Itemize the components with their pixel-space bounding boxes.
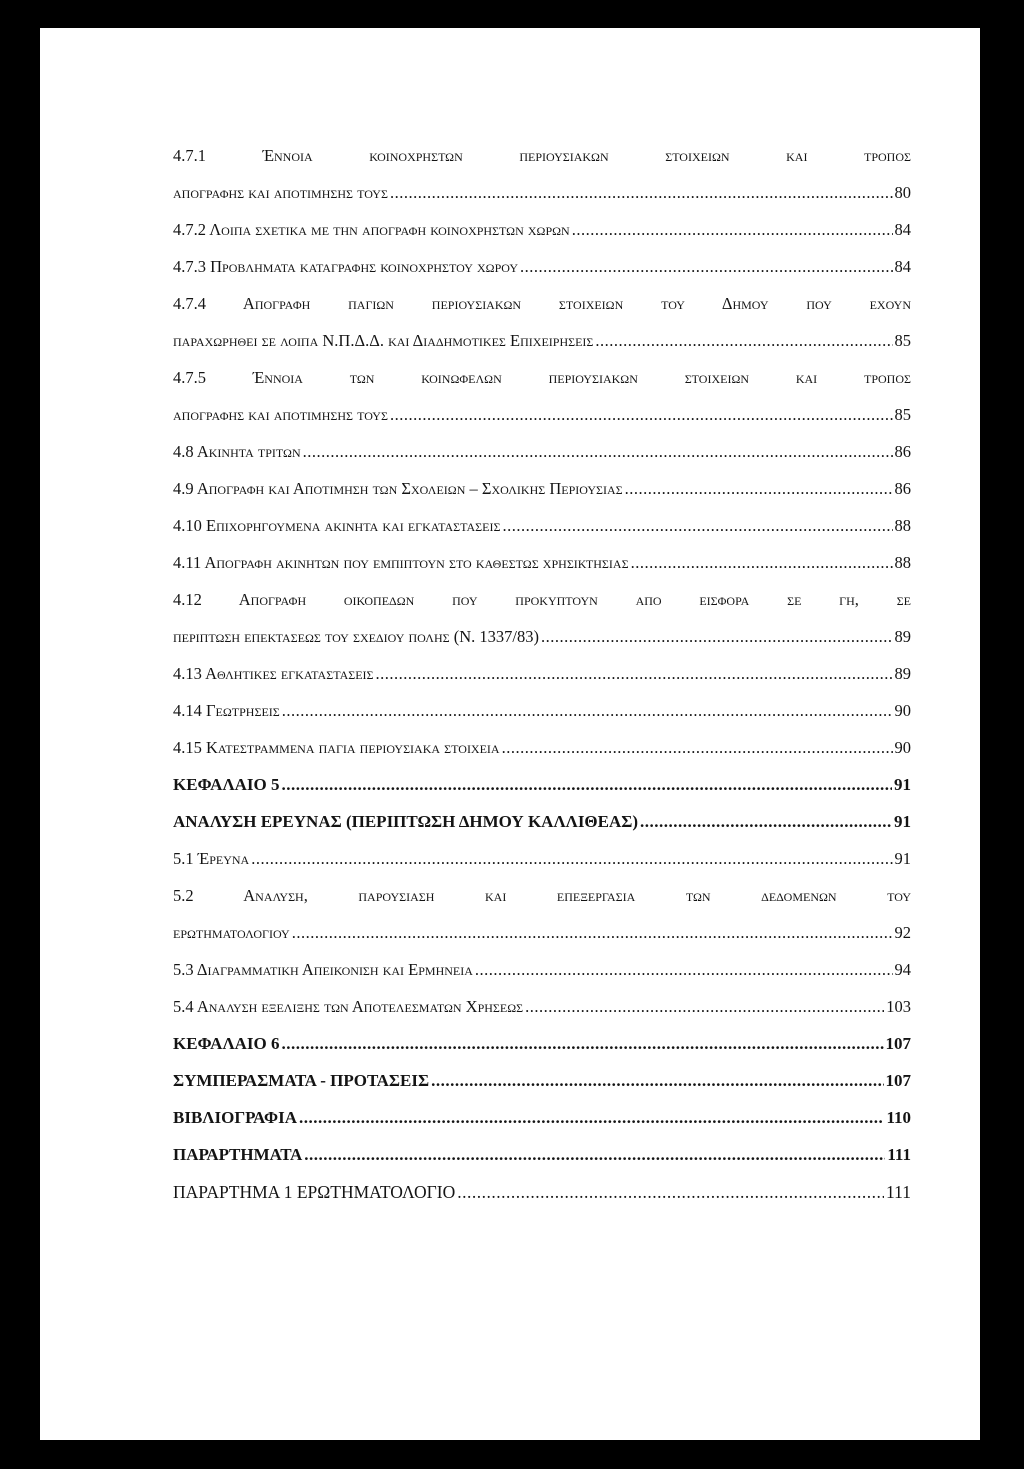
toc-entry-title: 4.10 Επιχορηγουμενα ακινητα και εγκαταστασεις xyxy=(173,516,501,535)
toc-entry-title: περιπτωση επεκτασεως του σχεδιου πολης (Ν. 1337/83) xyxy=(173,627,539,646)
toc-entry-title: ΣΥΜΠΕΡΑΣΜΑΤΑ - ΠΡΟΤΑΣΕΙΣ xyxy=(173,1071,430,1090)
toc-entry-title: ΑΝΑΛΥΣΗ ΕΡΕΥΝΑΣ (ΠΕΡΙΠΤΩΣΗ ΔΗΜΟΥ ΚΑΛΛΙΘΕΑΣ) xyxy=(173,812,639,831)
toc-entry xyxy=(173,1034,911,1071)
toc-entry-page-number: 86 xyxy=(894,479,911,498)
toc-entry xyxy=(173,701,911,738)
dot-leader xyxy=(457,1182,884,1203)
toc-entry xyxy=(173,516,911,553)
toc-entry xyxy=(173,738,911,775)
toc-entry-page-number: 88 xyxy=(894,516,911,535)
document-page xyxy=(40,28,980,1440)
toc-entry-title: 4.8 Ακινητα τριτων xyxy=(173,442,301,461)
toc-entry-title: ΚΕΦΑΛΑΙΟ 5 xyxy=(173,775,280,794)
toc-entry-page-number: 103 xyxy=(886,997,911,1016)
dot-leader xyxy=(304,1145,885,1165)
dot-leader xyxy=(640,812,892,832)
toc-entry-title: 4.11 Απογραφη ακινητων που εμπιπτουν στο καθεστως χρησικτησιας xyxy=(173,553,629,572)
toc-entry xyxy=(173,405,911,442)
dot-leader xyxy=(282,775,892,795)
dot-leader xyxy=(525,997,884,1017)
dot-leader xyxy=(502,516,892,536)
toc-entry xyxy=(173,368,911,405)
toc-entry-title: 4.9 Απογραφη και Αποτιμηση των Σχολειων – Σχολικης Περιουσιας xyxy=(173,479,623,498)
toc-entry-page-number: 89 xyxy=(894,664,911,683)
toc-entry-page-number: 88 xyxy=(894,553,911,572)
toc-entry-title: ερωτηματολογιου xyxy=(173,923,290,942)
toc-entry-page-number: 110 xyxy=(886,1108,911,1127)
toc-entry xyxy=(173,553,911,590)
toc-entry-title: 4.7.3 Προβληματα καταγραφης κοινοχρηστου χωρου xyxy=(173,257,519,276)
toc-entry-title: 5.3 Διαγραμματικη Απεικονιση και Ερμηνεια xyxy=(173,960,473,979)
toc-entry-title: 5.2 Αναλυση, παρουσιαση και επεξεργασια των δεδομενων του xyxy=(173,886,911,905)
toc-entry xyxy=(173,812,911,849)
dot-leader xyxy=(390,405,893,425)
toc-entry xyxy=(173,664,911,701)
dot-leader xyxy=(376,664,893,684)
toc-entry-title: 5.4 Αναλυση εξελιξης των Αποτελεσματων Χρησεως xyxy=(173,997,524,1016)
toc-entry-page-number: 90 xyxy=(894,701,911,720)
toc-entry-page-number: 107 xyxy=(885,1071,911,1090)
toc-entry-title: παραχωρηθει σε λοιπα Ν.Π.Δ.Δ. και Διαδημοτικες Επιχειρησεις xyxy=(173,331,594,350)
dot-leader xyxy=(631,553,893,573)
toc-entry-page-number: 84 xyxy=(894,220,911,239)
dot-leader xyxy=(282,1034,884,1054)
toc-entry-page-number: 94 xyxy=(894,960,911,979)
toc-entry xyxy=(173,183,911,220)
toc-entry-page-number: 84 xyxy=(894,257,911,276)
toc-entry-title: 4.12 Απογραφη οικοπεδων που προκυπτουν απο εισφορα σε γη, σε xyxy=(173,590,911,609)
toc-entry-page-number: 86 xyxy=(894,442,911,461)
toc-entry-page-number: 91 xyxy=(894,775,911,794)
dot-leader xyxy=(390,183,893,203)
dot-leader xyxy=(282,701,893,721)
toc-entry-title: ΚΕΦΑΛΑΙΟ 6 xyxy=(173,1034,280,1053)
toc-entry-page-number: 91 xyxy=(894,849,911,868)
toc-entry-page-number: 111 xyxy=(886,1182,911,1202)
dot-leader xyxy=(572,220,893,240)
dot-leader xyxy=(475,960,893,980)
toc-entry-page-number: 107 xyxy=(885,1034,911,1053)
dot-leader xyxy=(431,1071,883,1091)
toc-entry xyxy=(173,1108,911,1145)
toc-entry-title: 4.13 Αθλητικες εγκαταστασεις xyxy=(173,664,374,683)
toc-entry xyxy=(173,146,911,183)
toc-entry-page-number: 80 xyxy=(894,183,911,202)
toc-entry-page-number: 91 xyxy=(894,812,911,831)
toc-entry xyxy=(173,220,911,257)
toc-entry xyxy=(173,849,911,886)
toc-entry xyxy=(173,923,911,960)
toc-entry xyxy=(173,1182,911,1219)
toc-entry-title: 4.7.2 Λοιπα σχετικα με την απογραφη κοινοχρηστων χωρων xyxy=(173,220,570,239)
toc-entry xyxy=(173,442,911,479)
toc-entry xyxy=(173,960,911,997)
toc-entry-page-number: 89 xyxy=(894,627,911,646)
toc-entry xyxy=(173,479,911,516)
toc-entry xyxy=(173,590,911,627)
toc-entry xyxy=(173,1145,911,1182)
toc-entry xyxy=(173,257,911,294)
toc-entry xyxy=(173,886,911,923)
toc-entry xyxy=(173,775,911,812)
toc-entry-page-number: 90 xyxy=(894,738,911,757)
toc-entry xyxy=(173,997,911,1034)
toc-entry-page-number: 85 xyxy=(894,405,911,424)
toc-entry xyxy=(173,294,911,331)
toc-entry-title: 4.15 Κατεστραμμενα παγια περιουσιακα στοιχεια xyxy=(173,738,500,757)
dot-leader xyxy=(595,331,892,351)
dot-leader xyxy=(502,738,893,758)
toc-entry xyxy=(173,1071,911,1108)
toc-entry-page-number: 85 xyxy=(894,331,911,350)
toc-entry-title: 5.1 Έρευνα xyxy=(173,849,250,868)
toc-entry xyxy=(173,331,911,368)
toc-entry xyxy=(173,627,911,664)
toc-entry-title: ΠΑΡΑΡΤΗΜΑ 1 ΕΡΩΤΗΜΑΤΟΛΟΓΙΟ xyxy=(173,1182,456,1202)
toc-entry-title: απογραφης και αποτιμησης τους xyxy=(173,405,388,424)
toc-entry-title: ΠΑΡΑΡΤΗΜΑΤΑ xyxy=(173,1145,303,1164)
dot-leader xyxy=(299,1108,884,1128)
toc-entry-title: 4.14 Γεωτρησεις xyxy=(173,701,280,720)
dot-leader xyxy=(625,479,893,499)
dot-leader xyxy=(520,257,892,277)
toc-entry-page-number: 111 xyxy=(887,1145,911,1164)
toc-entry-title: 4.7.5 Έννοια των κοινωφελων περιουσιακων στοιχειων και τροπος xyxy=(173,368,911,387)
toc-entry-title: απογραφης και αποτιμησης τους xyxy=(173,183,388,202)
dot-leader xyxy=(303,442,893,462)
toc-entry-title: ΒΙΒΛΙΟΓΡΑΦΙΑ xyxy=(173,1108,298,1127)
dot-leader xyxy=(251,849,892,869)
toc-entry-title: 4.7.4 Απογραφη παγιων περιουσιακων στοιχειων του Δημου που εχουν xyxy=(173,294,911,313)
dot-leader xyxy=(541,627,893,647)
toc-entry-title: 4.7.1 Έννοια κοινοχρηστων περιουσιακων στοιχειων και τροπος xyxy=(173,146,911,165)
toc-entry-page-number: 92 xyxy=(894,923,911,942)
dot-leader xyxy=(292,923,893,943)
table-of-contents xyxy=(173,146,911,1219)
